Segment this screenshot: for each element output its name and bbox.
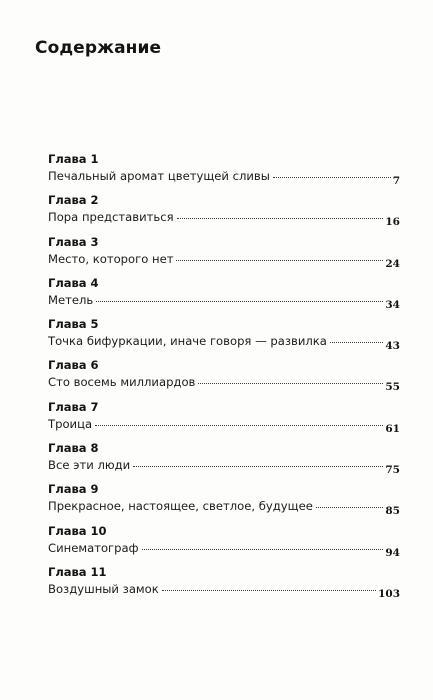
toc-entry xyxy=(48,235,400,276)
toc-entry xyxy=(48,524,400,565)
chapter-title: Воздушный замок xyxy=(48,581,159,596)
chapter-label: Глава 9 xyxy=(48,482,99,497)
chapter-title: Точка бифуркации, иначе говоря — развилка xyxy=(48,334,327,349)
dot-leader xyxy=(142,549,384,550)
chapter-title: Троица xyxy=(48,416,93,431)
page-number: 43 xyxy=(385,340,400,353)
page-number: 34 xyxy=(385,298,400,311)
chapter-label: Глава 11 xyxy=(48,564,107,579)
page-number: 16 xyxy=(385,216,400,229)
chapter-title-line xyxy=(48,541,400,557)
chapter-label: Глава 1 xyxy=(48,152,99,166)
chapter-label: Глава 2 xyxy=(48,193,99,208)
chapter-title-line xyxy=(48,334,400,353)
toc-entry xyxy=(48,317,400,358)
chapter-title: Прекрасное, настоящее, светлое, будущее xyxy=(48,499,313,514)
toc-entry xyxy=(48,358,400,399)
page-number: 61 xyxy=(385,422,400,435)
chapter-title-line xyxy=(48,169,400,185)
chapter-title-line xyxy=(48,375,400,394)
chapter-title: Печальный аромат цветущей сливы xyxy=(48,169,270,183)
chapter-label: Глава 6 xyxy=(48,358,99,373)
dot-leader xyxy=(198,383,383,384)
chapter-label: Глава 3 xyxy=(48,234,99,249)
chapter-label: Глава 8 xyxy=(48,441,99,456)
toc-entry xyxy=(48,482,400,523)
chapter-title-line xyxy=(48,458,400,477)
chapter-title: Метель xyxy=(48,292,94,307)
toc-entry xyxy=(48,565,400,606)
dot-leader xyxy=(96,301,383,302)
page-number: 7 xyxy=(392,175,400,187)
toc-entry xyxy=(48,276,400,317)
dot-leader xyxy=(273,177,391,178)
dot-leader xyxy=(95,425,383,426)
page-number: 85 xyxy=(385,505,400,518)
chapter-title-line xyxy=(48,293,400,309)
chapter-title: Синематограф xyxy=(48,540,139,555)
chapter-title-line xyxy=(48,499,400,518)
dot-leader xyxy=(176,260,383,261)
chapter-title: Все эти люди xyxy=(48,458,131,473)
dot-leader xyxy=(162,590,376,591)
chapter-label: Глава 5 xyxy=(48,317,99,332)
page-number: 55 xyxy=(385,381,400,394)
dot-leader xyxy=(316,507,384,508)
chapter-label: Глава 7 xyxy=(48,399,99,414)
toc-heading: Содержание xyxy=(35,38,162,58)
dot-leader xyxy=(177,218,384,219)
chapter-title: Сто восемь миллиардов xyxy=(48,375,196,390)
chapter-title-line xyxy=(48,252,400,268)
chapter-title: Пора представиться xyxy=(48,210,174,225)
toc-entry xyxy=(48,441,400,482)
toc-entry xyxy=(48,152,400,193)
chapter-label: Глава 10 xyxy=(48,523,107,538)
dot-leader xyxy=(330,342,383,343)
dot-leader xyxy=(133,466,383,467)
chapter-title: Место, которого нет xyxy=(48,251,174,266)
page-number: 24 xyxy=(385,257,400,270)
page-number: 94 xyxy=(385,546,400,559)
chapter-title-line xyxy=(48,582,400,598)
chapter-title-line xyxy=(48,210,400,229)
page-number: 103 xyxy=(378,587,400,600)
toc-entry xyxy=(48,193,400,234)
toc-entry xyxy=(48,400,400,441)
chapter-label: Глава 4 xyxy=(48,275,99,290)
toc-list xyxy=(48,152,400,606)
page-number: 75 xyxy=(385,464,400,477)
chapter-title-line xyxy=(48,417,400,433)
